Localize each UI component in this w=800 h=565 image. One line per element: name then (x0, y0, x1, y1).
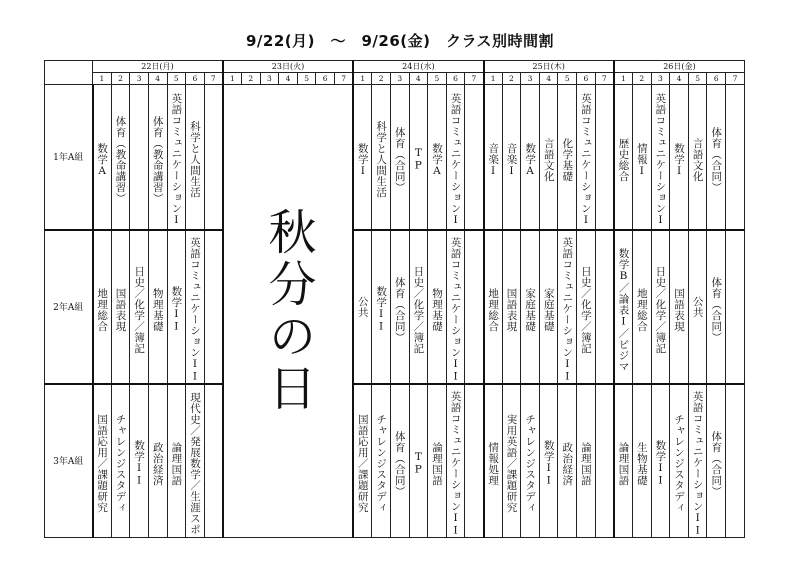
subject-name: 体育（合同） (710, 430, 723, 497)
subject-name: 科学と人間生活 (188, 121, 201, 199)
subject-name: 言語文化 (542, 137, 555, 182)
period-number: 3 (260, 73, 279, 85)
period-number: 4 (670, 73, 689, 85)
subject-cell (614, 85, 633, 230)
subject-name: 生物基礎 (635, 441, 648, 486)
class-label: 2年A組 (45, 230, 93, 384)
subject-name: 数学II (375, 286, 388, 333)
subject-name: チャレンジスタディ (114, 414, 127, 513)
subject-name: 政治経済 (151, 441, 164, 486)
subject-cell (688, 384, 707, 538)
subject-cell (558, 230, 577, 384)
subject-cell (204, 230, 223, 384)
period-number: 6 (446, 73, 465, 85)
period-number: 4 (279, 73, 298, 85)
subject-name: 体育（教命講習） (151, 115, 164, 204)
period-number: 6 (707, 73, 726, 85)
subject-cell (484, 230, 503, 384)
period-number: 5 (167, 73, 186, 85)
subject-name: 英語コミュニケーションII (691, 390, 704, 537)
subject-name: 数学II (133, 440, 146, 487)
subject-cell (372, 384, 391, 538)
subject-cell (167, 384, 186, 538)
subject-cell (632, 230, 651, 384)
period-number: 7 (595, 73, 614, 85)
subject-name: 数学A (430, 142, 443, 177)
subject-cell (93, 85, 112, 230)
subject-cell (148, 85, 167, 230)
subject-cell (204, 384, 223, 538)
subject-cell (502, 384, 521, 538)
subject-cell (539, 230, 558, 384)
period-number: 2 (502, 73, 521, 85)
subject-name: 国語表現 (505, 287, 518, 332)
subject-cell (428, 230, 447, 384)
subject-name: 物理基礎 (151, 287, 164, 332)
subject-name: 体育（合同） (710, 126, 723, 193)
subject-name: 体育（合同） (393, 276, 406, 343)
subject-cell (502, 85, 521, 230)
period-number: 7 (726, 73, 745, 85)
subject-name: 論理国語 (579, 441, 592, 486)
subject-name: 日史／化学／簿記 (412, 265, 425, 354)
subject-cell (111, 85, 130, 230)
period-number: 1 (353, 73, 372, 85)
subject-name: 数学II (170, 286, 183, 333)
class-row (45, 384, 745, 538)
subject-cell (93, 384, 112, 538)
period-number: 3 (390, 73, 409, 85)
period-number: 1 (484, 73, 503, 85)
period-number: 4 (148, 73, 167, 85)
subject-name: 数学II (542, 440, 555, 487)
subject-cell (186, 230, 205, 384)
subject-cell (353, 230, 372, 384)
subject-name: チャレンジスタディ (673, 414, 686, 513)
subject-cell (409, 384, 428, 538)
subject-cell (130, 85, 149, 230)
day-header-row (45, 61, 745, 73)
subject-cell (186, 85, 205, 230)
subject-name: TP (412, 451, 425, 476)
subject-cell (111, 384, 130, 538)
subject-cell (446, 230, 465, 384)
subject-name: 数学I (356, 142, 369, 177)
subject-cell (595, 85, 614, 230)
subject-name: 国語応用／課題研究 (96, 414, 109, 513)
subject-name: 論理国語 (617, 441, 630, 486)
day-header: 25日(木) (484, 61, 614, 73)
class-row (45, 85, 745, 230)
subject-cell (353, 85, 372, 230)
page-title: 9/22(月) ～ 9/26(金) クラス別時間割 (245, 32, 555, 50)
subject-name: 数学A (524, 142, 537, 177)
subject-cell (428, 85, 447, 230)
timetable (44, 60, 745, 538)
subject-cell (614, 384, 633, 538)
subject-name: 英語コミュニケーションI (449, 93, 462, 227)
period-number: 2 (372, 73, 391, 85)
subject-cell (204, 85, 223, 230)
class-label: 3年A組 (45, 384, 93, 538)
holiday-label: 秋分の日 (260, 206, 317, 415)
subject-cell (651, 384, 670, 538)
subject-name: 数学B／論表I／ビジマ (617, 247, 630, 372)
period-number: 1 (223, 73, 242, 85)
subject-name: 体育（合同） (393, 126, 406, 193)
period-number: 4 (539, 73, 558, 85)
period-number: 6 (316, 73, 335, 85)
subject-cell (167, 85, 186, 230)
subject-name: 国語応用／課題研究 (356, 414, 369, 513)
subject-name: 英語コミュニケーションI (654, 93, 667, 227)
subject-cell (465, 85, 484, 230)
subject-name: 情報I (635, 142, 648, 177)
subject-cell (707, 85, 726, 230)
subject-name: 情報処理 (487, 441, 500, 486)
day-header: 26日(金) (614, 61, 745, 73)
period-number: 5 (428, 73, 447, 85)
subject-name: 地理総合 (96, 287, 109, 332)
subject-name: 体育（合同） (710, 276, 723, 343)
class-label: 1年A組 (45, 85, 93, 230)
subject-cell (372, 230, 391, 384)
subject-cell (614, 230, 633, 384)
subject-cell (353, 384, 372, 538)
subject-cell (521, 230, 540, 384)
subject-name: 国語表現 (114, 287, 127, 332)
subject-cell (651, 230, 670, 384)
period-number: 1 (93, 73, 112, 85)
subject-cell (446, 384, 465, 538)
subject-cell (390, 384, 409, 538)
subject-cell (539, 85, 558, 230)
subject-name: 英語コミュニケーションII (449, 390, 462, 537)
subject-name: 日史／化学／簿記 (654, 265, 667, 354)
subject-cell (390, 85, 409, 230)
subject-cell (539, 384, 558, 538)
subject-name: 体育（教命講習） (114, 115, 127, 204)
subject-cell (558, 384, 577, 538)
subject-name: 政治経済 (561, 441, 574, 486)
subject-name: 国語表現 (673, 287, 686, 332)
period-number: 6 (577, 73, 596, 85)
subject-cell (484, 384, 503, 538)
subject-cell (372, 85, 391, 230)
subject-cell (688, 230, 707, 384)
day-header: 23日(火) (223, 61, 353, 73)
subject-name: 言語文化 (691, 137, 704, 182)
subject-cell (465, 384, 484, 538)
subject-name: 公共 (691, 295, 704, 318)
subject-name: 日史／化学／簿記 (133, 265, 146, 354)
subject-name: 体育（合同） (393, 430, 406, 497)
subject-name: 歴史総合 (617, 137, 630, 182)
holiday-cell (223, 85, 353, 538)
period-header-row (45, 73, 745, 85)
subject-name: チャレンジスタディ (524, 414, 537, 513)
subject-name: 論理国語 (430, 441, 443, 486)
subject-cell (465, 230, 484, 384)
subject-cell (409, 85, 428, 230)
subject-cell (502, 230, 521, 384)
subject-cell (558, 85, 577, 230)
subject-cell (130, 384, 149, 538)
subject-cell (428, 384, 447, 538)
subject-cell (726, 230, 745, 384)
subject-name: 地理総合 (635, 287, 648, 332)
subject-name: 家庭基礎 (524, 287, 537, 332)
subject-name: 英語コミュニケーションI (579, 93, 592, 227)
subject-name: 地理総合 (487, 287, 500, 332)
subject-cell (446, 85, 465, 230)
subject-cell (148, 384, 167, 538)
subject-name: チャレンジスタディ (375, 414, 388, 513)
subject-cell (521, 384, 540, 538)
period-number: 3 (130, 73, 149, 85)
subject-cell (688, 85, 707, 230)
period-number: 5 (558, 73, 577, 85)
period-number: 6 (186, 73, 205, 85)
period-number: 5 (297, 73, 316, 85)
period-number: 4 (409, 73, 428, 85)
subject-name: 公共 (356, 295, 369, 318)
subject-name: 科学と人間生活 (375, 121, 388, 199)
period-number: 3 (651, 73, 670, 85)
subject-cell (577, 384, 596, 538)
subject-name: 数学I (673, 142, 686, 177)
corner-cell (45, 61, 93, 85)
subject-cell (670, 85, 689, 230)
subject-name: 家庭基礎 (542, 287, 555, 332)
subject-cell (167, 230, 186, 384)
class-row (45, 230, 745, 384)
period-number: 3 (521, 73, 540, 85)
subject-cell (632, 85, 651, 230)
subject-name: 数学II (654, 440, 667, 487)
subject-cell (632, 384, 651, 538)
day-header: 24日(水) (353, 61, 483, 73)
subject-cell (651, 85, 670, 230)
subject-name: 実用英語／課題研究 (505, 414, 518, 513)
subject-cell (707, 230, 726, 384)
subject-cell (93, 230, 112, 384)
subject-name: 物理基礎 (430, 287, 443, 332)
period-number: 2 (632, 73, 651, 85)
subject-cell (390, 230, 409, 384)
day-header: 22日(月) (93, 61, 223, 73)
subject-cell (726, 384, 745, 538)
period-number: 2 (241, 73, 260, 85)
subject-cell (595, 230, 614, 384)
period-number: 7 (335, 73, 354, 85)
subject-cell (577, 85, 596, 230)
subject-cell (521, 85, 540, 230)
subject-name: 英語コミュニケーションII (449, 236, 462, 383)
subject-name: 現代史／発展数学／生涯スポ (188, 392, 201, 535)
subject-name: 数学A (96, 142, 109, 177)
period-number: 5 (688, 73, 707, 85)
subject-cell (148, 230, 167, 384)
subject-name: 日史／化学／簿記 (579, 265, 592, 354)
subject-name: 英語コミュニケーションII (561, 236, 574, 383)
subject-name: TP (412, 147, 425, 173)
subject-cell (670, 230, 689, 384)
subject-name: 音楽I (487, 142, 500, 177)
subject-name: 英語コミュニケーションI (170, 93, 183, 227)
subject-cell (577, 230, 596, 384)
subject-cell (726, 85, 745, 230)
period-number: 2 (111, 73, 130, 85)
subject-name: 音楽I (505, 142, 518, 177)
period-number: 7 (204, 73, 223, 85)
subject-cell (670, 384, 689, 538)
subject-cell (595, 384, 614, 538)
subject-cell (707, 384, 726, 538)
subject-name: 論理国語 (170, 441, 183, 486)
subject-name: 英語コミュニケーションII (188, 236, 201, 383)
subject-cell (409, 230, 428, 384)
subject-name: 化学基礎 (561, 137, 574, 182)
subject-cell (186, 384, 205, 538)
subject-cell (130, 230, 149, 384)
subject-cell (484, 85, 503, 230)
period-number: 1 (614, 73, 633, 85)
period-number: 7 (465, 73, 484, 85)
subject-cell (111, 230, 130, 384)
